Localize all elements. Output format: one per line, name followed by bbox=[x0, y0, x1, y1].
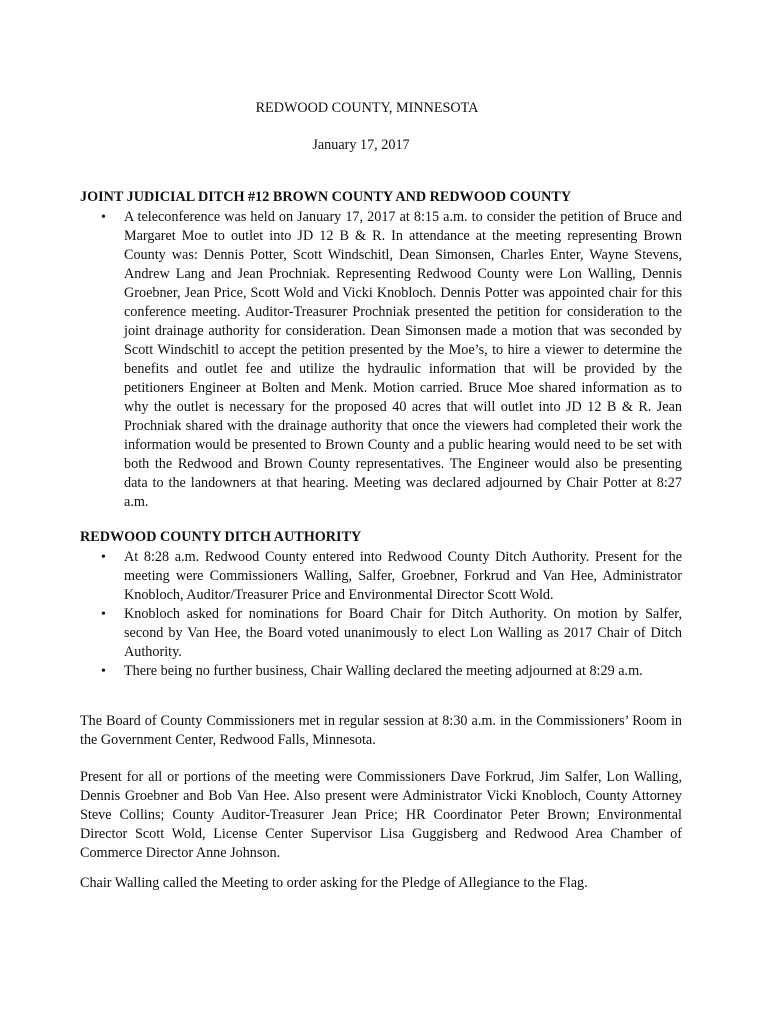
joint-ditch-bullet-list bbox=[80, 208, 682, 512]
ditch-authority-bullet-list bbox=[80, 548, 682, 681]
paragraph-attendance: Present for all or portions of the meeting were Commissioners Dave Forkrud, Jim Salfer, Lon Walling, Dennis Groebner and Bob Van Hee. Also present were Administrator Vicki Knobloch, County Attorney Steve Collins; County Auditor-Treasurer Jean Price; HR Coordinator Peter Brown; Environmental Director Scott Wold, License Center Supervisor Lisa Guggisberg and Redwood Area Chamber of Commerce Director Anne Johnson. bbox=[80, 769, 682, 861]
meeting-date: January 17, 2017 bbox=[312, 137, 410, 153]
section-heading-ditch-authority: REDWOOD COUNTY DITCH AUTHORITY bbox=[80, 529, 362, 545]
section-heading-joint-ditch: JOINT JUDICIAL DITCH #12 BROWN COUNTY AND REDWOOD COUNTY bbox=[80, 189, 572, 205]
document-title: REDWOOD COUNTY, MINNESOTA bbox=[255, 100, 479, 116]
list-item: • There being no further business, Chair Walling declared the meeting adjourned at 8:29 a.m. bbox=[80, 662, 682, 681]
paragraph-regular-session: The Board of County Commissioners met in regular session at 8:30 a.m. in the Commissioners’ Room in the Government Center, Redwood Falls, Minnesota. bbox=[80, 713, 682, 748]
paragraph-call-to-order: Chair Walling called the Meeting to order asking for the Pledge of Allegiance to the Flag. bbox=[80, 875, 588, 891]
list-item: • A teleconference was held on January 17, 2017 at 8:15 a.m. to consider the petition of Bruce and Margaret Moe to outlet into JD 12 B & R. In attendance at the meeting representing Brown County was: Dennis Potter, Scott Windschitl, Dean Simonsen, Charles Enter, Wayne Stevens, Andrew Lang and Jean Prochniak. Representing Redwood County were Lon Walling, Dennis Groebner, Jean Price, Scott Wold and Vicki Knobloch. Dennis Potter was appointed chair for this conference meeting. Auditor-Treasurer Prochniak presented the petition for consideration to the joint drainage authority for consideration. Dean Simonsen made a motion that was seconded by Scott Windschitl to accept the petition presented by the Moe’s, to hire a viewer to determine the benefits and outlet fee and utilize the hydraulic information that will be provided by the petitioners Engineer at Bolten and Menk. Motion carried. Bruce Moe shared information as to why the outlet is necessary for the proposed 40 acres that will outlet into JD 12 B & R. Jean Prochniak shared with the drainage authority that once the viewers had completed their work the information would be presented to Brown County and a public hearing would need to be set with both the Redwood and Brown County representatives. The Engineer would also be presenting data to the landowners at that hearing. Meeting was declared adjourned by Chair Potter at 8:27 a.m. bbox=[80, 208, 682, 512]
list-item: • At 8:28 a.m. Redwood County entered into Redwood County Ditch Authority. Present for the meeting were Commissioners Walling, Salfer, Groebner, Forkrud and Van Hee, Administrator Knobloch, Auditor/Treasurer Price and Environmental Director Scott Wold. bbox=[80, 548, 682, 605]
list-item: • Knobloch asked for nominations for Board Chair for Ditch Authority. On motion by Salfer, second by Van Hee, the Board voted unanimously to elect Lon Walling as 2017 Chair of Ditch Authority. bbox=[80, 605, 682, 662]
